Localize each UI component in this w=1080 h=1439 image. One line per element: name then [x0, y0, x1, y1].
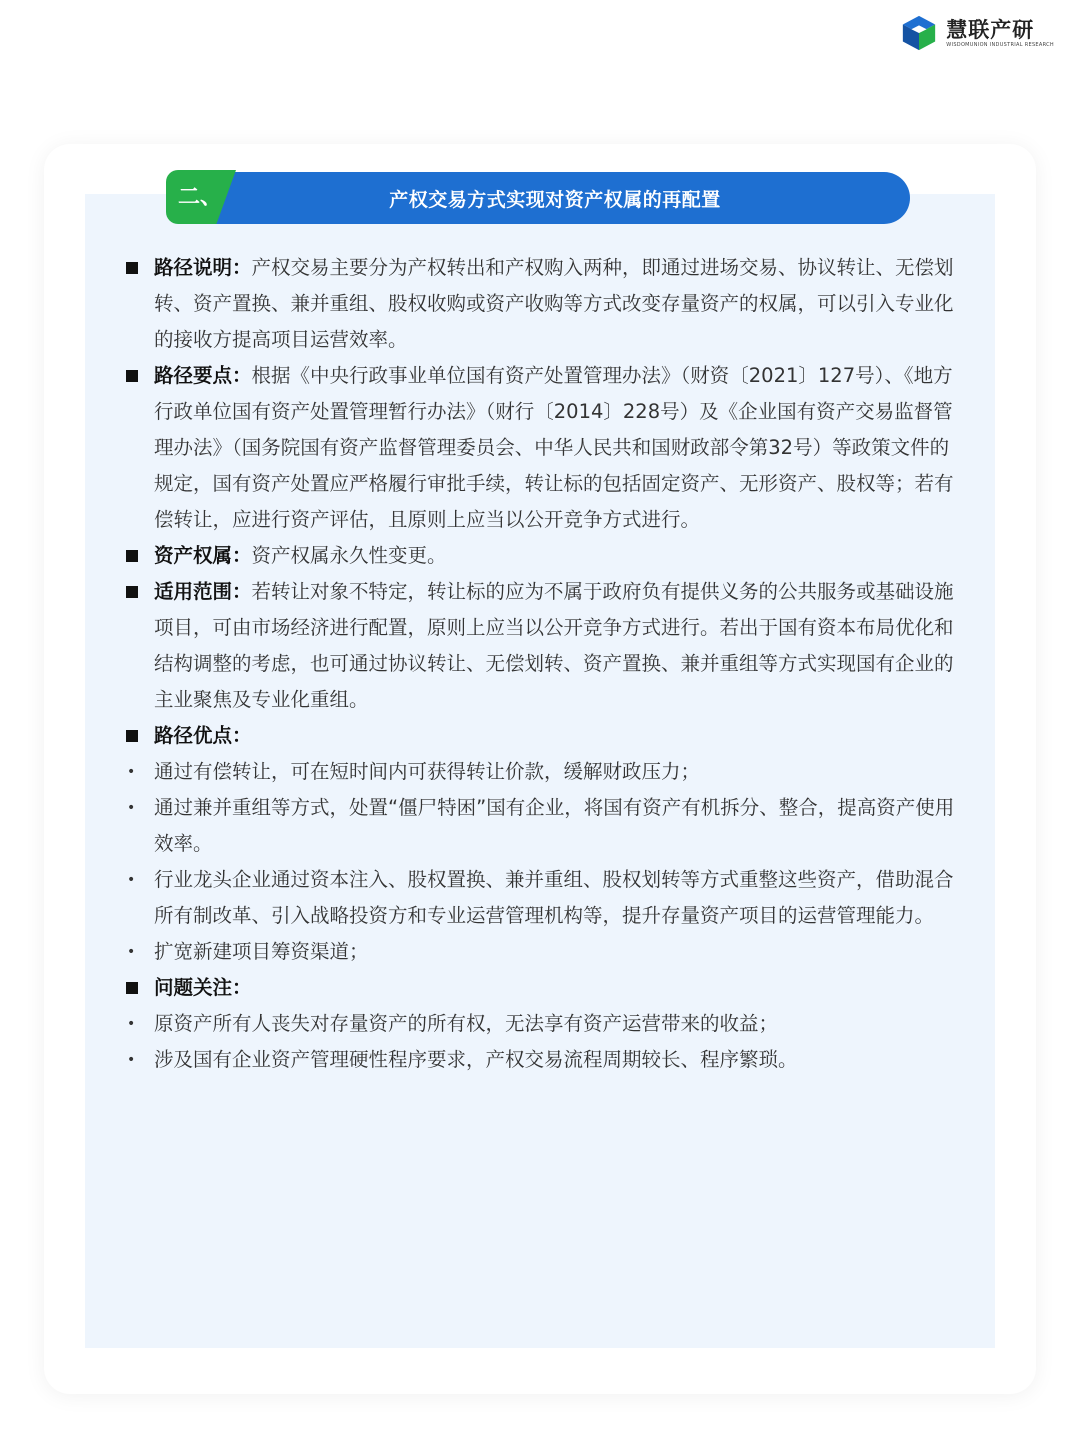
item-label: 路径要点： [154, 364, 252, 387]
square-bullet-icon [126, 982, 138, 994]
square-bullet-icon [126, 550, 138, 562]
section-body [124, 250, 956, 1078]
dot-bullet-icon: • [127, 764, 136, 780]
brand-logo [900, 14, 1054, 52]
square-bullet-icon [126, 586, 138, 598]
section-title: 产权交易方式实现对资产权属的再配置 [389, 188, 721, 211]
section-header [200, 172, 910, 224]
list-item-advantages [124, 718, 956, 754]
item-text: 通过兼并重组等方式，处置“僵尸特困”国有企业，将国有资产有机拆分、整合，提高资产使用效率。 [154, 796, 955, 855]
list-item-advantage [124, 862, 956, 934]
list-item-advantage [124, 934, 956, 970]
item-label: 适用范围： [154, 580, 252, 603]
list-item-path-description [124, 250, 956, 358]
dot-bullet-icon: • [127, 800, 136, 816]
square-bullet-icon [126, 370, 138, 382]
item-text: 根据《中央行政事业单位国有资产处置管理办法》（财资〔2021〕127号）、《地方行政单位国有资产处置管理暂行办法》（财行〔2014〕228号）及《企业国有资产交易监督管理办法》（国务院国有资产监督管理委员会、中华人民共和国财政部令第32号）等政策文件的规定，国有资产处置应严格履行审批手续，转让标的包括固定资产、无形资产、股权等；若有偿转让，应进行资产评估，且原则上应当以公开竞争方式进行。 [154, 364, 954, 531]
dot-bullet-icon: • [127, 1052, 136, 1068]
list-item-issue [124, 1042, 956, 1078]
item-text: 产权交易主要分为产权转出和产权购入两种，即通过进场交易、协议转让、无偿划转、资产置换、兼并重组、股权收购或资产收购等方式改变存量资产的权属，可以引入专业化的接收方提高项目运营效率。 [154, 256, 954, 351]
item-text: 涉及国有企业资产管理硬性程序要求，产权交易流程周期较长、程序繁琐。 [154, 1048, 798, 1071]
item-label: 资产权属： [154, 544, 252, 567]
square-bullet-icon [126, 730, 138, 742]
list-item-path-key-points [124, 358, 956, 538]
list-item-issue [124, 1006, 956, 1042]
item-text: 若转让对象不特定，转让标的应为不属于政府负有提供义务的公共服务或基础设施项目，可由市场经济进行配置，原则上应当以公开竞争方式进行。若出于国有资本布局优化和结构调整的考虑，也可通过协议转让、无偿划转、资产置换、兼并重组等方式实现国有企业的主业聚焦及专业化重组。 [154, 580, 954, 711]
square-bullet-icon [126, 262, 138, 274]
list-item-advantage [124, 790, 956, 862]
item-label: 路径说明： [154, 256, 252, 279]
dot-bullet-icon: • [127, 872, 136, 888]
item-text: 资产权属永久性变更。 [251, 544, 447, 567]
item-text: 通过有偿转让，可在短时间内可获得转让价款，缓解财政压力； [154, 760, 701, 783]
list-item-advantage [124, 754, 956, 790]
list-item-scope [124, 574, 956, 718]
item-text: 扩宽新建项目筹资渠道； [154, 940, 369, 963]
list-item-asset-ownership [124, 538, 956, 574]
brand-name: 慧联产研 [946, 17, 1035, 42]
list-item-issues [124, 970, 956, 1006]
section-number: 二、 [178, 185, 223, 210]
item-text: 行业龙头企业通过资本注入、股权置换、兼并重组、股权划转等方式重整这些资产，借助混合所有制改革、引入战略投资方和专业运营管理机构等，提升存量资产项目的运营管理能力。 [154, 868, 954, 927]
cube-logo-icon [900, 14, 938, 52]
dot-bullet-icon: • [127, 1016, 136, 1032]
item-label: 路径优点： [154, 724, 252, 747]
item-text: 原资产所有人丧失对存量资产的所有权，无法享有资产运营带来的收益； [154, 1012, 779, 1035]
item-label: 问题关注： [154, 976, 252, 999]
dot-bullet-icon: • [127, 944, 136, 960]
brand-name-en: WISDOMUNION INDUSTRIAL RESEARCH [946, 41, 1054, 48]
